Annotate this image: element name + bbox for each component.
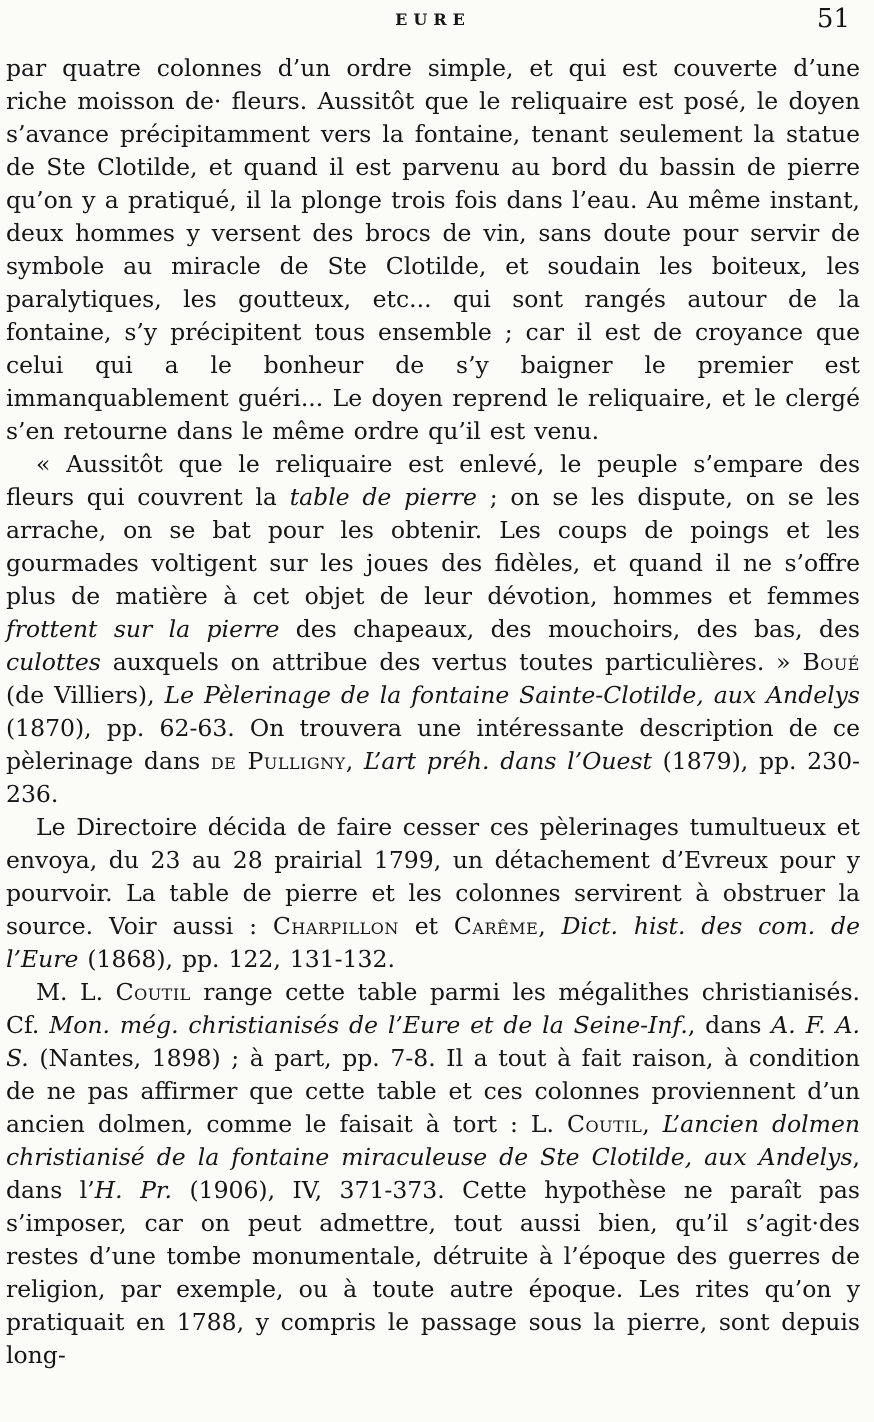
text-run: M. L.	[36, 978, 116, 1006]
text-run: ; on se les dispute, on se les arrache, on se bat pour les obtenir. Les coups de poings et les gourmades voltigent sur les joues des fidèles, et quand il ne s’offre plus de matière à cet objet de leur dévotion, hommes et femmes	[6, 483, 860, 610]
text-run: Carême	[453, 912, 539, 940]
text-run: H. Pr.	[94, 1176, 173, 1204]
paragraph	[6, 976, 860, 1372]
text-run: Dict. hist. des com. de l’Eure	[6, 912, 860, 973]
text-run: L’art préh. dans l’Ouest	[363, 747, 652, 775]
text-run: Boué	[802, 648, 860, 676]
text-run: Coutil	[567, 1110, 643, 1138]
text-run: de Pulligny	[210, 747, 346, 775]
text-run: ,	[642, 1110, 663, 1138]
text-run: (de Villiers),	[6, 681, 165, 709]
text-run: Charpillon	[272, 912, 399, 940]
text-run: « Aussitôt que le reliquaire est enlevé, le peuple s’empare des fleurs qui couvrent la	[6, 450, 860, 511]
text-run: range cette table parmi les mégalithes christianisés. Cf.	[6, 978, 860, 1039]
text-run: , dans	[687, 1011, 772, 1039]
text-run: (1868), pp. 122, 131-132.	[78, 945, 395, 973]
text-run: frottent sur la pierre	[6, 615, 280, 643]
text-run: ,	[345, 747, 364, 775]
text-run: Le Pèlerinage de la fontaine Sainte-Clotilde, aux Andelys	[164, 681, 860, 709]
page-number: 51	[816, 4, 850, 34]
text-run: Coutil	[115, 978, 191, 1006]
paragraph	[6, 52, 860, 448]
text-run: ,	[538, 912, 562, 940]
text-run: par quatre colonnes d’un ordre simple, et qui est couverte d’une riche moisson de· fleurs. Aussitôt que le reliquaire est posé, le doyen s’avance précipitamment vers la fontaine, tenant seulement la statue de Ste Clotilde, et quand il est parvenu au bord du bassin de pierre qu’on y a pratiqué, il la plonge trois fois dans l’eau. Au même instant, deux hommes y versent des brocs de vin, sans doute pour servir de symbole au miracle de Ste Clotilde, et soudain les boiteux, les paralytiques, les goutteux, etc... qui sont rangés autour de la fontaine, s’y précipitent tous ensemble ; car il est de croyance que celui qui a le bonheur de s’y baigner le premier est immanquablement guéri... Le doyen reprend le reliquaire, et le clergé s’en retourne dans le même ordre qu’il est venu.	[6, 54, 860, 445]
text-run: L’ancien dolmen christianisé de la fontaine miraculeuse de Ste Clotilde, aux Andelys	[6, 1110, 860, 1171]
text-run: A. F. A. S.	[6, 1011, 861, 1072]
text-run: des chapeaux, des mouchoirs, des bas, des	[279, 615, 860, 643]
paragraph	[6, 811, 860, 976]
text-run: Mon. még. christianisés de l’Eure et de la Seine-Inf.	[49, 1011, 688, 1039]
page-body	[6, 52, 860, 1372]
text-run: Le Directoire décida de faire cesser ces pèlerinages tumultueux et envoya, du 23 au 28 prairial 1799, un détachement d’Evreux pour y pourvoir. La table de pierre et les colonnes servirent à obstruer la source. Voir aussi :	[6, 813, 860, 940]
text-run: table de pierre	[289, 483, 477, 511]
text-run: culottes	[6, 648, 101, 676]
text-run: (1906), IV, 371-373. Cette hypothèse ne paraît pas s’imposer, car on peut admettre, tout aussi bien, qu’il s’agit·des restes d’une tombe monumentale, détruite à l’époque des guerres de religion, par exemple, ou à toute autre époque. Les rites qu’on y pratiquait en 1788, y compris le passage sous la pierre, sont depuis long-	[6, 1176, 860, 1369]
paragraph	[6, 448, 860, 811]
text-run: auxquels on attribue des vertus toutes particulières. »	[100, 648, 803, 676]
text-run: , dans l’	[6, 1143, 860, 1204]
text-run: (Nantes, 1898) ; à part, pp. 7-8. Il a tout à fait raison, à condition de ne pas affirmer que cette table et ces colonnes proviennent d’un ancien dolmen, comme le faisait à tort : L.	[6, 1044, 860, 1138]
text-run: (1879), pp. 230-236.	[6, 747, 860, 808]
text-run: (1870), pp. 62-63. On trouvera une intéressante description de ce pèlerinage dans	[6, 714, 860, 775]
page-header	[6, 4, 860, 52]
running-title: EURE	[395, 10, 471, 29]
text-run: et	[398, 912, 454, 940]
